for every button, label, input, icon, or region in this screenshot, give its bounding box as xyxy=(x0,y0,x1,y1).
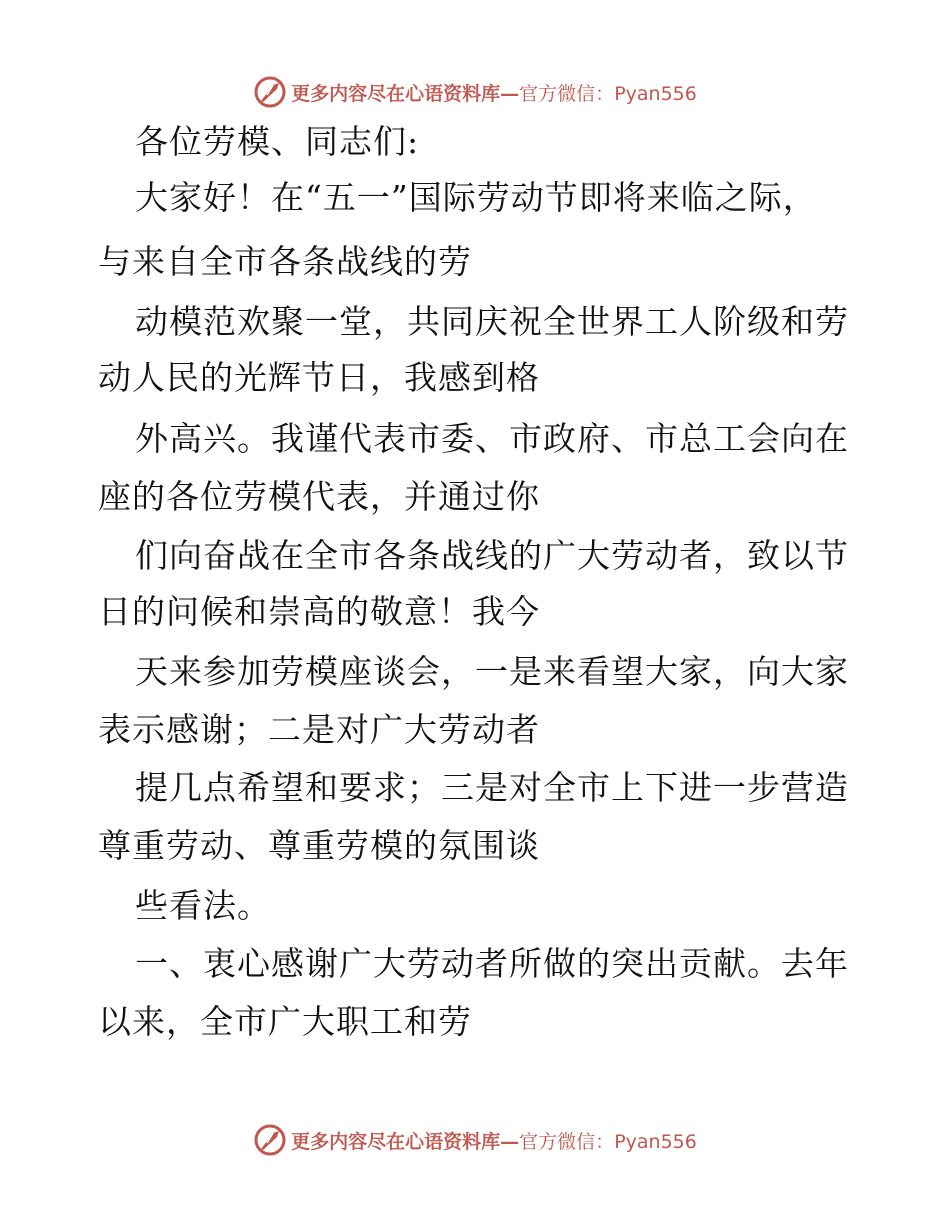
banner-dash: — xyxy=(500,1130,520,1153)
banner-wechat-label: 官方微信： xyxy=(519,1130,615,1153)
banner-wechat-label: 官方微信： xyxy=(519,82,615,105)
banner-dash: — xyxy=(500,82,520,105)
quill-pen-logo-icon xyxy=(253,1123,287,1157)
text-line: 一、衷心感谢广大劳动者所做的突出贡献。去年 xyxy=(135,944,849,983)
text-line: 提几点希望和要求；三是对全市上下进一步营造 xyxy=(135,768,849,807)
text-line: 动模范欢聚一堂，共同庆祝全世界工人阶级和劳 xyxy=(135,302,849,341)
banner-text xyxy=(291,79,697,106)
text-line: 以来，全市广大职工和劳 xyxy=(98,1002,472,1041)
text-line: 表示感谢；二是对广大劳动者 xyxy=(98,710,540,749)
text-line: 各位劳模、同志们: xyxy=(135,122,420,161)
text-line: 大家好！在“五一”国际劳动节即将来临之际， xyxy=(135,178,817,217)
text-line: 日的问候和崇高的敬意！我今 xyxy=(98,592,540,631)
text-line: 与来自全市各条战线的劳 xyxy=(98,242,472,281)
text-line: 尊重劳动、尊重劳模的氛围谈 xyxy=(98,826,540,865)
text-line: 座的各位劳模代表，并通过你 xyxy=(98,477,540,516)
text-line: 们向奋战在全市各条战线的广大劳动者，致以节 xyxy=(135,536,849,575)
text-line: 天来参加劳模座谈会，一是来看望大家，向大家 xyxy=(135,652,849,691)
text-line: 外高兴。我谨代表市委、市政府、市总工会向在 xyxy=(135,419,849,458)
text-line: 些看法。 xyxy=(135,886,271,925)
text-line: 动人民的光辉节日，我感到格 xyxy=(98,358,540,397)
banner-site-text: 更多内容尽在心语资料库 xyxy=(291,82,501,105)
banner-handle: Pyan556 xyxy=(614,82,697,105)
banner-site-text: 更多内容尽在心语资料库 xyxy=(291,1130,501,1153)
footer-banner xyxy=(0,1120,950,1160)
header-banner xyxy=(0,72,950,112)
quill-pen-logo-icon xyxy=(253,75,287,109)
banner-text xyxy=(291,1127,697,1154)
banner-handle: Pyan556 xyxy=(614,1130,697,1153)
